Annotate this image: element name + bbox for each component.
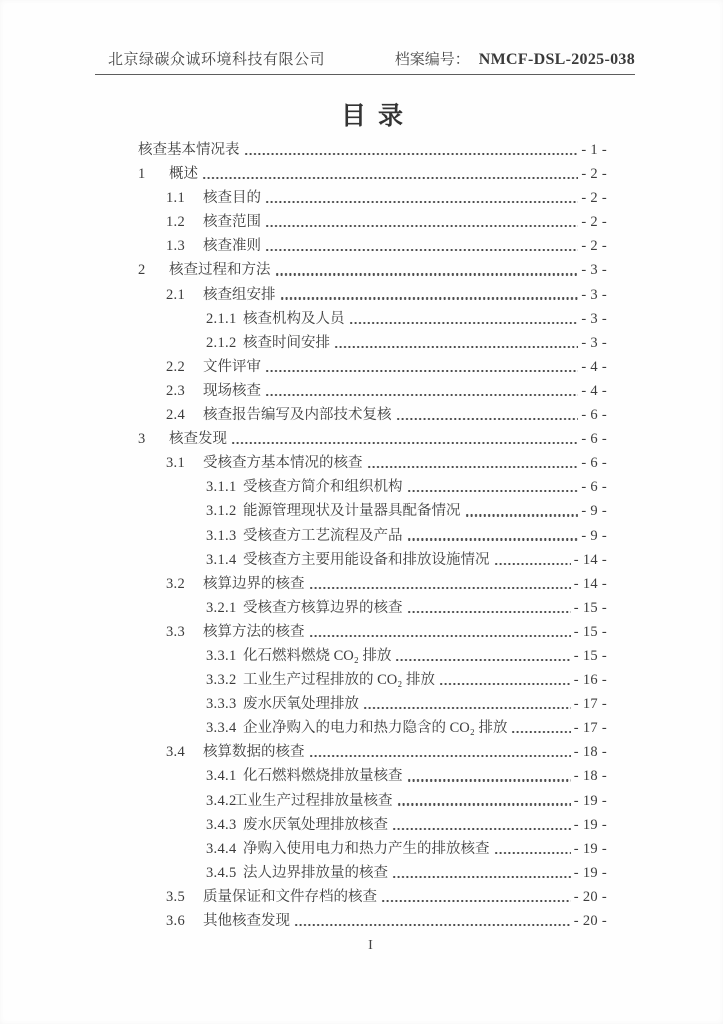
toc-dotted-leader bbox=[407, 779, 571, 781]
toc-entry-number: 3.1 bbox=[166, 455, 186, 472]
toc-entry-page: - 14 - bbox=[573, 575, 607, 592]
page-footer bbox=[134, 938, 607, 954]
toc-list bbox=[134, 138, 607, 933]
toc-entry bbox=[134, 572, 607, 596]
footer-page-number: I bbox=[368, 938, 373, 953]
toc-entry bbox=[134, 813, 607, 837]
toc-entry-label: 能源管理现状及计量器具配备情况 bbox=[243, 503, 461, 520]
toc-entry-page: - 18 - bbox=[573, 768, 607, 785]
toc-entry-page: - 1 - bbox=[581, 142, 607, 158]
toc-dotted-leader bbox=[494, 852, 571, 854]
toc-entry-page: - 2 - bbox=[581, 238, 607, 255]
toc-entry-page: - 6 - bbox=[581, 431, 607, 448]
toc-dotted-leader bbox=[265, 249, 578, 251]
toc-entry-label: 净购入使用电力和热力产生的排放核查 bbox=[243, 840, 490, 857]
toc-entry-label: 核查组安排 bbox=[203, 286, 276, 303]
archive-number-label: 档案编号： bbox=[394, 52, 470, 68]
toc-entry-page: - 3 - bbox=[581, 286, 607, 303]
toc-entry-number: 3.2.1 bbox=[206, 599, 237, 616]
toc-dotted-leader bbox=[381, 900, 571, 902]
toc-entry-page: - 16 - bbox=[573, 672, 607, 689]
toc-entry-label: 法人边界排放量的核查 bbox=[243, 864, 388, 881]
toc-dotted-leader bbox=[309, 587, 571, 589]
toc-entry-number: 2.2 bbox=[166, 358, 186, 375]
toc-dotted-leader bbox=[231, 442, 578, 444]
toc-entry bbox=[134, 764, 607, 788]
toc-entry bbox=[134, 283, 607, 307]
page-header bbox=[95, 50, 635, 75]
toc-entry-number: 2.1.1 bbox=[206, 310, 237, 327]
toc-entry-label: 受核查方基本情况的核查 bbox=[203, 455, 363, 472]
toc-entry-number: 2.1 bbox=[166, 286, 186, 303]
toc-entry-label: 核查准则 bbox=[203, 238, 261, 255]
toc-entry-label: 其他核查发现 bbox=[203, 913, 290, 929]
toc-entry bbox=[134, 909, 607, 933]
toc-entry-number: 3 bbox=[138, 431, 146, 448]
toc-entry-label: 核算数据的核查 bbox=[203, 744, 305, 761]
toc-entry-page: - 9 - bbox=[581, 527, 607, 544]
toc-entry-label: 核查过程和方法 bbox=[169, 262, 271, 279]
toc-entry bbox=[134, 596, 607, 620]
toc-entry bbox=[134, 789, 607, 813]
toc-entry-page: - 6 - bbox=[581, 455, 607, 472]
toc-entry bbox=[134, 258, 607, 282]
toc-entry bbox=[134, 548, 607, 572]
toc-dotted-leader bbox=[465, 514, 579, 516]
toc-dotted-leader bbox=[275, 273, 579, 275]
toc-entry-number: 3.4.5 bbox=[206, 864, 237, 881]
toc-dotted-leader bbox=[395, 659, 570, 661]
toc-entry-number: 3.4 bbox=[166, 744, 186, 761]
toc-entry-label: 核查报告编写及内部技术复核 bbox=[203, 407, 392, 424]
toc-entry-number: 3.2 bbox=[166, 575, 186, 592]
toc-entry bbox=[134, 379, 607, 403]
toc-dotted-leader bbox=[363, 707, 571, 709]
toc-entry bbox=[134, 668, 607, 692]
toc-entry-number: 3.1.4 bbox=[206, 551, 237, 568]
toc-entry-label: 工业生产过程排放量核查 bbox=[233, 792, 393, 809]
archive-number: NMCF-DSL-2025-038 bbox=[478, 51, 635, 68]
toc-entry-page: - 19 - bbox=[573, 816, 607, 833]
toc-entry-number: 2.4 bbox=[166, 407, 186, 424]
toc-entry-page: - 3 - bbox=[581, 262, 607, 279]
toc-entry-page: - 2 - bbox=[581, 214, 607, 231]
toc-entry-page: - 20 - bbox=[573, 913, 607, 929]
toc-entry-page: - 20 - bbox=[573, 888, 607, 905]
toc-dotted-leader bbox=[392, 828, 571, 830]
toc-dotted-leader bbox=[407, 611, 571, 613]
toc-entry bbox=[134, 644, 607, 668]
toc-dotted-leader bbox=[407, 490, 579, 492]
toc-entry-label: 废水厌氧处理排放 bbox=[243, 696, 359, 713]
toc-entry-number: 3.5 bbox=[166, 888, 186, 905]
toc-entry bbox=[134, 186, 607, 210]
toc-entry-page: - 4 - bbox=[581, 382, 607, 399]
toc-dotted-leader bbox=[280, 297, 579, 299]
toc-entry-number: 3.1.2 bbox=[206, 503, 237, 520]
toc-entry-number: 1 bbox=[138, 166, 146, 183]
toc-entry-page: - 14 - bbox=[573, 551, 607, 568]
toc-entry-number: 1.3 bbox=[166, 238, 186, 255]
toc-entry-number: 3.1.1 bbox=[206, 479, 237, 496]
toc-entry-number: 3.3.4 bbox=[206, 720, 237, 737]
toc-entry-label: 核查范围 bbox=[203, 214, 261, 231]
toc-entry-label: 受核查方工艺流程及产品 bbox=[243, 527, 403, 544]
toc-entry-number: 3.3 bbox=[166, 623, 186, 640]
toc-dotted-leader bbox=[265, 201, 578, 203]
toc-entry-number: 3.3.1 bbox=[206, 647, 237, 664]
toc-entry-label: 概述 bbox=[169, 166, 198, 183]
toc-entry-label: 现场核查 bbox=[203, 382, 261, 399]
toc-entry bbox=[134, 331, 607, 355]
toc-entry bbox=[134, 210, 607, 234]
toc-entry-label: 文件评审 bbox=[203, 358, 261, 375]
toc-entry-page: - 2 - bbox=[581, 166, 607, 183]
toc-dotted-leader bbox=[334, 346, 578, 348]
toc-entry-label: 化石燃料燃烧排放量核查 bbox=[243, 768, 403, 785]
toc-entry-label: 核算边界的核查 bbox=[203, 575, 305, 592]
toc-entry bbox=[134, 861, 607, 885]
toc-entry-number: 3.4.3 bbox=[206, 816, 237, 833]
toc-entry bbox=[134, 716, 607, 740]
toc-dotted-leader bbox=[407, 538, 579, 540]
toc-dotted-leader bbox=[265, 394, 578, 396]
toc-dotted-leader bbox=[309, 755, 571, 757]
toc-entry bbox=[134, 837, 607, 861]
toc-entry-page: - 18 - bbox=[573, 744, 607, 761]
toc-entry-page: - 9 - bbox=[581, 503, 607, 520]
toc-entry-label: 核查机构及人员 bbox=[243, 310, 345, 327]
toc-dotted-leader bbox=[392, 876, 571, 878]
toc-entry-number: 3.6 bbox=[166, 913, 186, 929]
toc-entry bbox=[134, 499, 607, 523]
toc-entry-page: - 19 - bbox=[573, 840, 607, 857]
toc-entry-label: 核查发现 bbox=[169, 431, 227, 448]
toc-dotted-leader bbox=[244, 153, 579, 155]
toc-entry-label: 企业净购入的电力和热力隐含的 CO₂ 排放 bbox=[243, 720, 508, 737]
toc-entry-label: 质量保证和文件存档的核查 bbox=[203, 888, 377, 905]
toc-entry-number: 3.3.3 bbox=[206, 696, 237, 713]
toc-dotted-leader bbox=[294, 924, 571, 926]
toc-entry-label: 废水厌氧处理排放核查 bbox=[243, 816, 388, 833]
archive-number-group bbox=[395, 50, 635, 70]
toc-entry-label: 核查目的 bbox=[203, 190, 261, 207]
toc-dotted-leader bbox=[309, 635, 571, 637]
toc-entry-page: - 19 - bbox=[573, 864, 607, 881]
toc-entry-number: 3.4.2 bbox=[206, 792, 237, 809]
toc-entry bbox=[134, 234, 607, 258]
toc-dotted-leader bbox=[265, 370, 578, 372]
toc-entry bbox=[134, 138, 607, 162]
toc-title: 目录 bbox=[340, 103, 415, 130]
toc-entry bbox=[134, 740, 607, 764]
toc-entry-page: - 3 - bbox=[581, 310, 607, 327]
toc-dotted-leader bbox=[397, 803, 571, 805]
toc-dotted-leader bbox=[511, 731, 570, 733]
toc-entry-label: 受核查方核算边界的核查 bbox=[243, 599, 403, 616]
toc-entry-label: 化石燃料燃烧 CO₂ 排放 bbox=[243, 647, 392, 664]
toc-entry-label: 核算方法的核查 bbox=[203, 623, 305, 640]
toc-entry-number: 2.3 bbox=[166, 382, 186, 399]
toc-dotted-leader bbox=[202, 177, 578, 179]
toc-entry-page: - 17 - bbox=[573, 696, 607, 713]
toc-entry bbox=[134, 307, 607, 331]
toc-entry bbox=[134, 885, 607, 909]
toc-dotted-leader bbox=[367, 466, 579, 468]
toc-entry-page: - 2 - bbox=[581, 190, 607, 207]
toc-dotted-leader bbox=[349, 322, 579, 324]
toc-entry bbox=[134, 524, 607, 548]
toc-entry-number: 3.4.1 bbox=[206, 768, 237, 785]
toc-dotted-leader bbox=[494, 563, 571, 565]
toc-dotted-leader bbox=[396, 418, 579, 420]
toc-entry-number: 3.3.2 bbox=[206, 672, 237, 689]
toc-entry-number: 3.4.4 bbox=[206, 840, 237, 857]
toc-entry bbox=[134, 475, 607, 499]
toc-entry-page: - 6 - bbox=[581, 479, 607, 496]
toc-entry-number: 1.2 bbox=[166, 214, 186, 231]
toc-entry-number: 2.1.2 bbox=[206, 334, 237, 351]
toc-dotted-leader bbox=[439, 683, 571, 685]
toc-entry-page: - 3 - bbox=[581, 334, 607, 351]
toc-entry bbox=[134, 162, 607, 186]
toc-entry-number: 3.1.3 bbox=[206, 527, 237, 544]
toc-entry-label: 工业生产过程排放的 CO₂ 排放 bbox=[243, 672, 435, 689]
toc-entry-page: - 4 - bbox=[581, 358, 607, 375]
toc-entry bbox=[134, 451, 607, 475]
toc-entry-page: - 15 - bbox=[573, 647, 607, 664]
toc-entry-label: 受核查方主要用能设备和排放设施情况 bbox=[243, 551, 490, 568]
toc-entry-number: 2 bbox=[138, 262, 146, 279]
toc-entry-label: 核查时间安排 bbox=[243, 334, 330, 351]
toc-entry bbox=[134, 692, 607, 716]
toc-entry-page: - 6 - bbox=[581, 407, 607, 424]
toc-entry bbox=[134, 427, 607, 451]
toc-entry bbox=[134, 403, 607, 427]
toc-entry-label: 核查基本情况表 bbox=[138, 142, 240, 158]
company-name: 北京绿碳众诚环境科技有限公司 bbox=[108, 52, 326, 68]
toc-entry-page: - 15 - bbox=[573, 623, 607, 640]
toc-entry-label: 受核查方简介和组织机构 bbox=[243, 479, 403, 496]
toc-entry-page: - 17 - bbox=[573, 720, 607, 737]
toc-entry bbox=[134, 620, 607, 644]
toc-entry-number: 1.1 bbox=[166, 190, 186, 207]
toc-entry bbox=[134, 355, 607, 379]
toc-entry-page: - 19 - bbox=[573, 792, 607, 809]
toc-entry-page: - 15 - bbox=[573, 599, 607, 616]
toc-dotted-leader bbox=[265, 225, 578, 227]
